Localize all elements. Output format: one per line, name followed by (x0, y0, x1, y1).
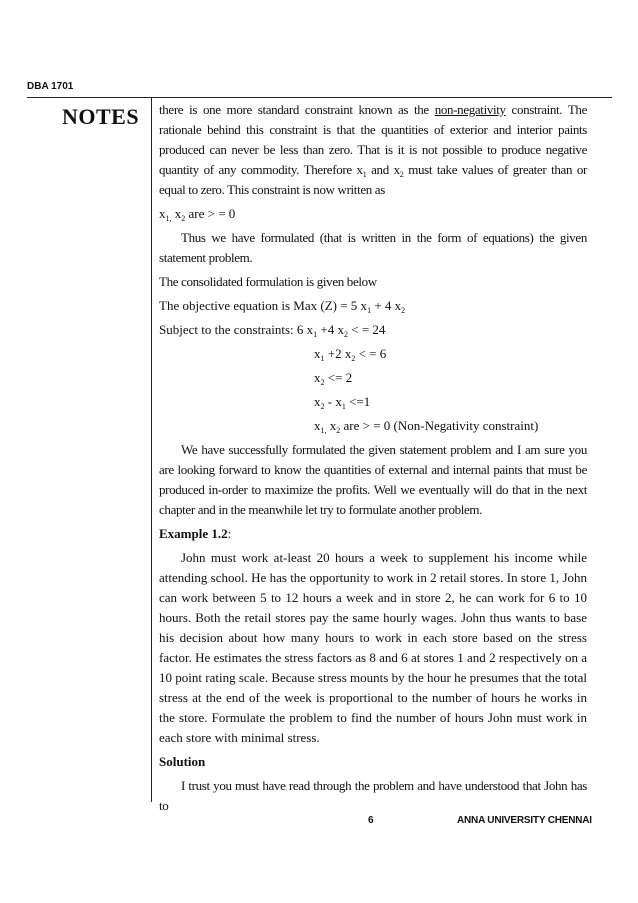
subscript: 1, (165, 214, 172, 223)
subscript: 2 (336, 426, 341, 435)
example-title: Example 1.2 (159, 526, 228, 541)
header-rule (27, 97, 612, 98)
nonnegativity-equation (159, 204, 587, 224)
notes-margin-label: NOTES (62, 104, 140, 129)
text: x (314, 394, 321, 409)
text: are > = 0 (185, 206, 236, 221)
text: +2 x (324, 346, 352, 361)
solution-heading (159, 752, 587, 772)
constraint-5 (159, 416, 587, 436)
subscript: 1 (320, 354, 325, 363)
paragraph-formulated: Thus we have formulated (that is written in the form of equations) the given statement problem. (159, 230, 587, 265)
text: x (326, 418, 337, 433)
subscript: 2 (320, 378, 325, 387)
text: x (171, 206, 182, 221)
subscript: 1 (341, 402, 346, 411)
constraint-4 (159, 392, 587, 412)
text: x (159, 206, 166, 221)
subscript: 1 (362, 170, 367, 179)
text: constraint. The rationale behind this constraint is that the quantities of exterior and interior paints produced can never be less than zero. That is it is not possible to produce negative quantity of any commodity. Therefore x (159, 102, 588, 177)
underlined-term: non-negativity (434, 102, 506, 117)
text: <=1 (345, 394, 371, 409)
text: <= 2 (324, 370, 353, 385)
text: Subject to the constraints: 6 x (159, 322, 314, 337)
text: - x (324, 394, 342, 409)
margin-divider (151, 98, 152, 802)
constraint-3 (159, 368, 587, 388)
constraint-1 (159, 320, 587, 340)
text: must take values of greater than or equal to zero. This constraint is now written as (159, 162, 588, 197)
paragraph-solution: I trust you must have read through the problem and have understood that John has to (159, 778, 587, 813)
text: + 4 x (371, 298, 402, 313)
subscript: 2 (401, 306, 406, 315)
text: are > = 0 (Non-Negativity constraint) (340, 418, 539, 433)
paragraph-example: John must work at-least 20 hours a week to supplement his income while attending school. He has the opportunity to work in 2 retail stores. In store 1, John can work between 5 to 12 hours a week and in store 2, he can work for 6 to 10 hours. Both the retail stores pay the same hourly wages. John thus wants to base his decision about how many hours to work in each store based on the stress factor. He estimates the stress factors as 8 and 6 at stores 1 and 2 respectively on a 10 point rating scale. Because stress mounts by the hour he presumes that the total stress at the end of the week is proportional to the number of hours he works in the store. Formulate the problem to find the number of hours John must work in each store with minimal stress. (159, 550, 587, 745)
text: and x (366, 162, 400, 177)
text: there is one more standard constraint known as the (159, 102, 435, 117)
text: x (314, 418, 321, 433)
subscript: 1 (313, 330, 318, 339)
subscript: 2 (181, 214, 186, 223)
subscript: 2 (351, 354, 356, 363)
paragraph-consolidated: The consolidated formulation is given below (159, 274, 377, 289)
text: < = 6 (355, 346, 387, 361)
subscript: 1 (367, 306, 372, 315)
paragraph-conclusion: We have successfully formulated the given statement problem and I am sure you are looking forward to know the quantities of external and internal paints that must be produced in-order to maximize the profits. Well we eventually will do that in the next chapter and in the meanwhile let try to formulate another problem. (159, 442, 587, 517)
subscript: 2 (320, 402, 325, 411)
text: < = 24 (348, 322, 386, 337)
subscript: 1, (320, 426, 327, 435)
subscript: 2 (344, 330, 349, 339)
page-number: 6 (368, 815, 374, 826)
footer-university: ANNA UNIVERSITY CHENNAI (457, 815, 592, 826)
course-code: DBA 1701 (27, 81, 74, 92)
text: +4 x (317, 322, 345, 337)
page-body (159, 100, 587, 816)
text: The objective equation is Max (Z) = 5 x (159, 298, 368, 313)
objective-equation (159, 296, 587, 316)
constraint-2 (159, 344, 587, 364)
text: x (314, 346, 321, 361)
text: : (227, 526, 232, 541)
subscript: 2 (399, 170, 404, 179)
solution-title: Solution (159, 754, 206, 769)
paragraph-nonnegativity (159, 100, 587, 200)
text: x (314, 370, 321, 385)
example-heading (159, 524, 587, 544)
